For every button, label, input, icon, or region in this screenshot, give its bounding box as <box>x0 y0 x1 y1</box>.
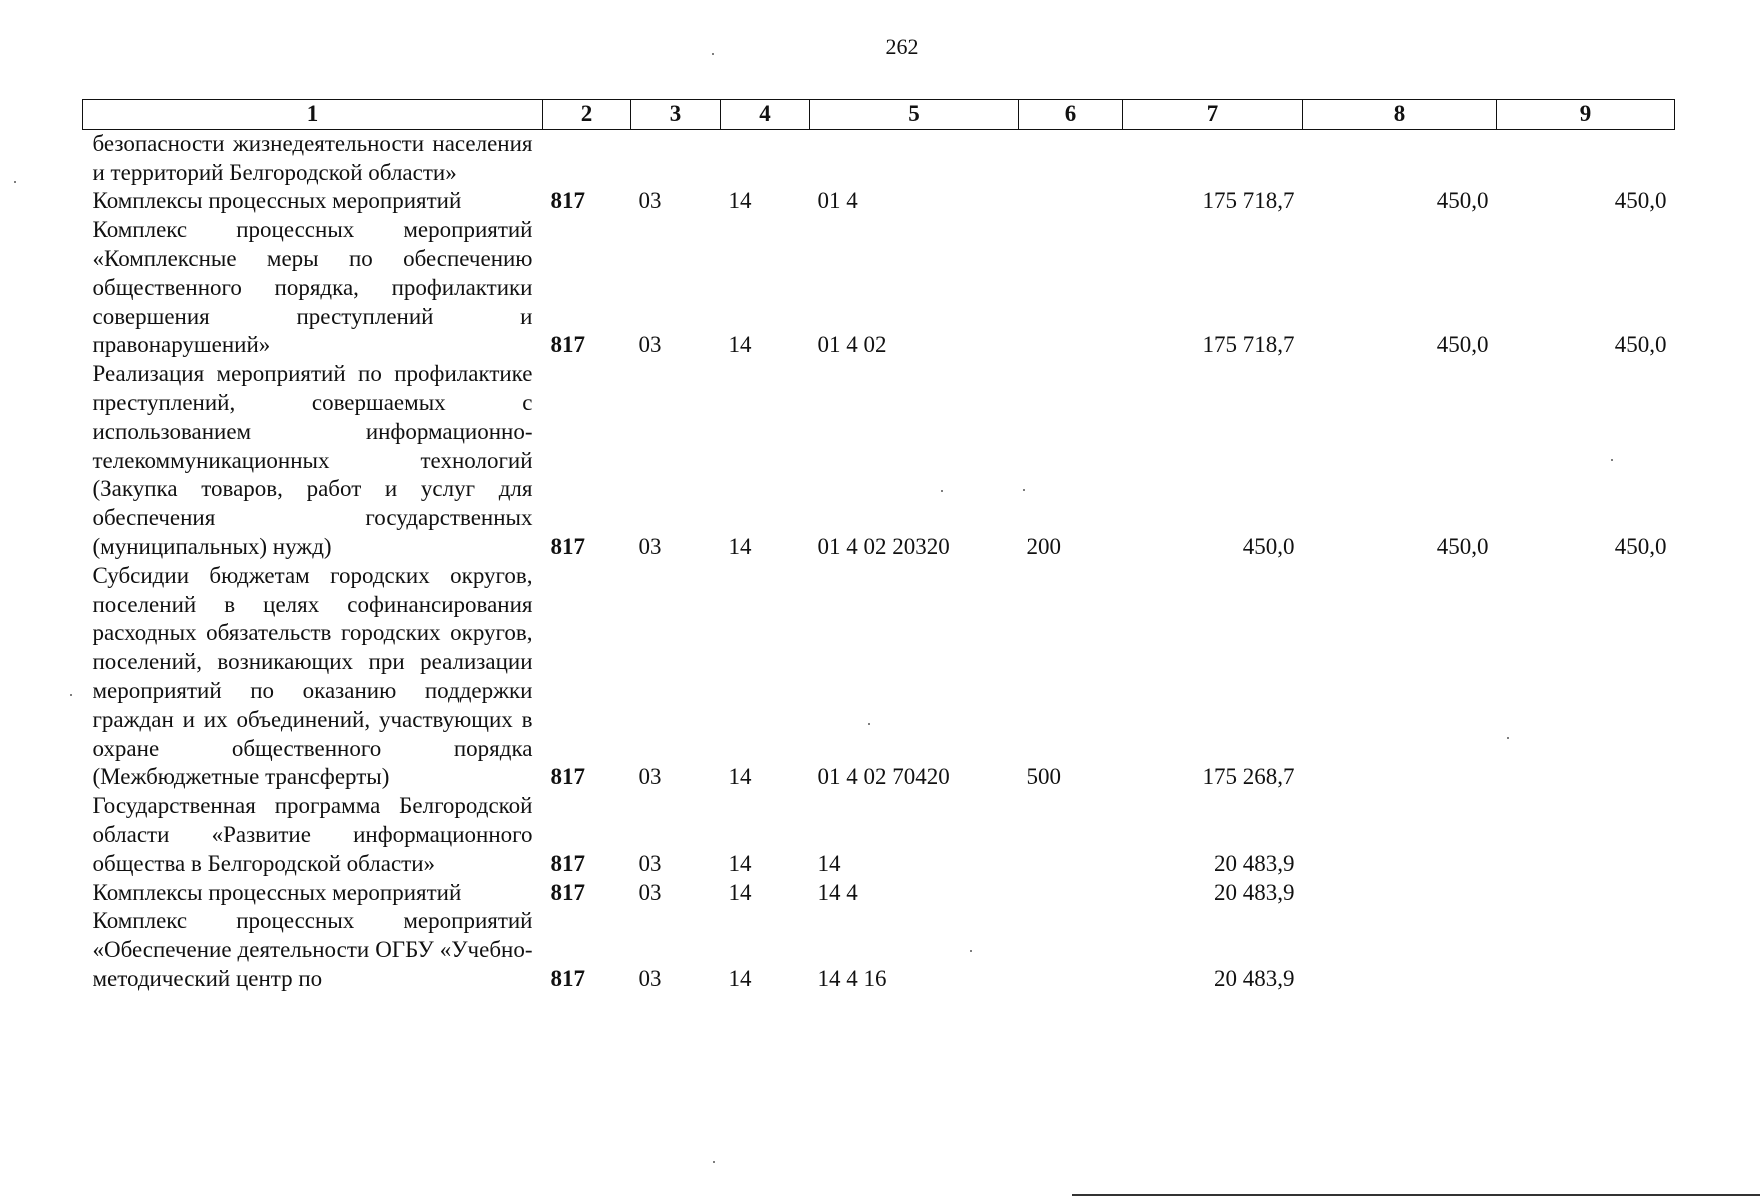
row-subsection: 14 <box>728 332 752 358</box>
row-amount-7: 20 483,9 <box>1214 879 1295 905</box>
row-expense-type: 200 <box>1026 533 1061 559</box>
row-expense-type <box>1019 216 1123 360</box>
row-target-article: 14 <box>817 850 841 876</box>
row-subsection: 14 <box>728 850 752 876</box>
budget-table <box>82 99 1675 994</box>
row-amount-8: 450,0 <box>1436 188 1489 214</box>
row-name: Комплексы процессных мероприятий <box>92 188 462 214</box>
row-subsection: 14 <box>728 965 752 991</box>
row-admin-code: 817 <box>550 850 585 876</box>
scan-speck <box>1023 489 1025 491</box>
header-col-7: 7 <box>1123 100 1303 130</box>
row-target-article: 14 4 <box>817 879 858 905</box>
table-row <box>83 907 1675 993</box>
header-col-3: 3 <box>631 100 721 130</box>
row-amount-8 <box>1303 562 1497 792</box>
scan-speck <box>712 53 714 55</box>
scan-artifact-line <box>1072 1194 1760 1196</box>
scan-speck <box>1507 737 1509 739</box>
row-amount-7: 175 718,7 <box>1202 332 1295 358</box>
row-subsection: 14 <box>728 533 752 559</box>
row-admin-code: 817 <box>550 332 585 358</box>
header-col-5: 5 <box>810 100 1019 130</box>
scan-speck <box>14 181 16 183</box>
row-amount-7: 20 483,9 <box>1214 965 1295 991</box>
row-amount-9: 450,0 <box>1614 533 1667 559</box>
table-row <box>83 216 1675 360</box>
row-name: Комплекс процессных мероприятий «Комплексные меры по обеспечению общественного порядка, профилактики совершения преступлений и правонарушений» <box>92 217 533 358</box>
row-expense-type <box>1019 187 1123 216</box>
row-amount-8 <box>1303 129 1497 187</box>
scan-speck <box>941 490 943 492</box>
row-amount-8 <box>1303 792 1497 878</box>
row-section: 03 <box>638 533 662 559</box>
header-col-6: 6 <box>1019 100 1123 130</box>
row-target-article: 01 4 02 <box>817 332 887 358</box>
scan-speck <box>1611 459 1613 461</box>
row-target-article <box>810 129 1019 187</box>
row-section: 03 <box>638 965 662 991</box>
row-name: Государственная программа Белгородской области «Развитие информационного общества в Белгородской области» <box>92 793 533 876</box>
row-section: 03 <box>638 879 662 905</box>
header-col-4: 4 <box>721 100 810 130</box>
row-target-article: 01 4 02 70420 <box>817 764 950 790</box>
table-row <box>83 792 1675 878</box>
header-col-8: 8 <box>1303 100 1497 130</box>
header-row <box>83 100 1675 130</box>
table-row <box>83 879 1675 908</box>
row-subsection <box>721 129 810 187</box>
row-amount-8 <box>1303 907 1497 993</box>
row-section <box>631 129 721 187</box>
row-amount-7: 450,0 <box>1242 533 1295 559</box>
header-col-1: 1 <box>83 100 543 130</box>
scan-speck <box>970 950 972 952</box>
row-name: Реализация мероприятий по профилактике преступлений, совершаемых с использованием информационно-телекоммуникационных технологий (Закупка товаров, работ и услуг для обеспечения государственных (муниципальных) нужд) <box>92 361 533 559</box>
row-admin-code: 817 <box>550 764 585 790</box>
row-amount-7: 175 718,7 <box>1202 188 1295 214</box>
row-target-article: 01 4 <box>817 188 858 214</box>
row-amount-9: 450,0 <box>1614 188 1667 214</box>
table-body <box>83 129 1675 993</box>
row-amount-7: 175 268,7 <box>1202 764 1295 790</box>
row-section: 03 <box>638 188 662 214</box>
row-expense-type <box>1019 792 1123 878</box>
row-subsection: 14 <box>728 879 752 905</box>
row-amount-8: 450,0 <box>1436 533 1489 559</box>
table-header <box>83 100 1675 130</box>
row-amount-7 <box>1123 129 1303 187</box>
row-section: 03 <box>638 764 662 790</box>
scan-speck <box>713 1161 715 1163</box>
row-amount-9 <box>1497 907 1675 993</box>
row-target-article: 14 4 16 <box>817 965 887 991</box>
table-row <box>83 562 1675 792</box>
row-expense-type: 500 <box>1026 764 1061 790</box>
row-admin-code <box>543 129 631 187</box>
header-col-9: 9 <box>1497 100 1675 130</box>
row-section: 03 <box>638 332 662 358</box>
row-subsection: 14 <box>728 188 752 214</box>
row-amount-7: 20 483,9 <box>1214 850 1295 876</box>
scan-speck <box>70 694 72 696</box>
row-expense-type <box>1019 907 1123 993</box>
row-amount-8: 450,0 <box>1436 332 1489 358</box>
scan-speck <box>868 723 870 725</box>
row-name: Комплекс процессных мероприятий «Обеспечение деятельности ОГБУ «Учебно-методический центр по <box>92 908 533 991</box>
table-row <box>83 129 1675 187</box>
header-col-2: 2 <box>543 100 631 130</box>
row-expense-type <box>1019 879 1123 908</box>
table-row <box>83 360 1675 562</box>
row-admin-code: 817 <box>550 879 585 905</box>
row-section: 03 <box>638 850 662 876</box>
row-amount-9 <box>1497 129 1675 187</box>
row-name: Комплексы процессных мероприятий <box>92 879 462 905</box>
row-name: Субсидии бюджетам городских округов, поселений в целях софинансирования расходных обязательств городских округов, поселений, возникающих при реализации мероприятий по оказанию поддержки граждан и их объединений, участвующих в охране общественного порядка (Межбюджетные трансферты) <box>92 562 533 790</box>
row-amount-9 <box>1497 562 1675 792</box>
row-admin-code: 817 <box>550 965 585 991</box>
page-number: 262 <box>885 34 919 59</box>
row-admin-code: 817 <box>550 188 585 214</box>
row-target-article: 01 4 02 20320 <box>817 533 950 559</box>
row-admin-code: 817 <box>550 533 585 559</box>
row-amount-9 <box>1497 879 1675 908</box>
row-amount-9: 450,0 <box>1614 332 1667 358</box>
row-amount-9 <box>1497 792 1675 878</box>
row-name: безопасности жизнедеятельности населения и территорий Белгородской области» <box>92 130 533 185</box>
table-row <box>83 187 1675 216</box>
row-expense-type <box>1019 129 1123 187</box>
row-amount-8 <box>1303 879 1497 908</box>
row-subsection: 14 <box>728 764 752 790</box>
